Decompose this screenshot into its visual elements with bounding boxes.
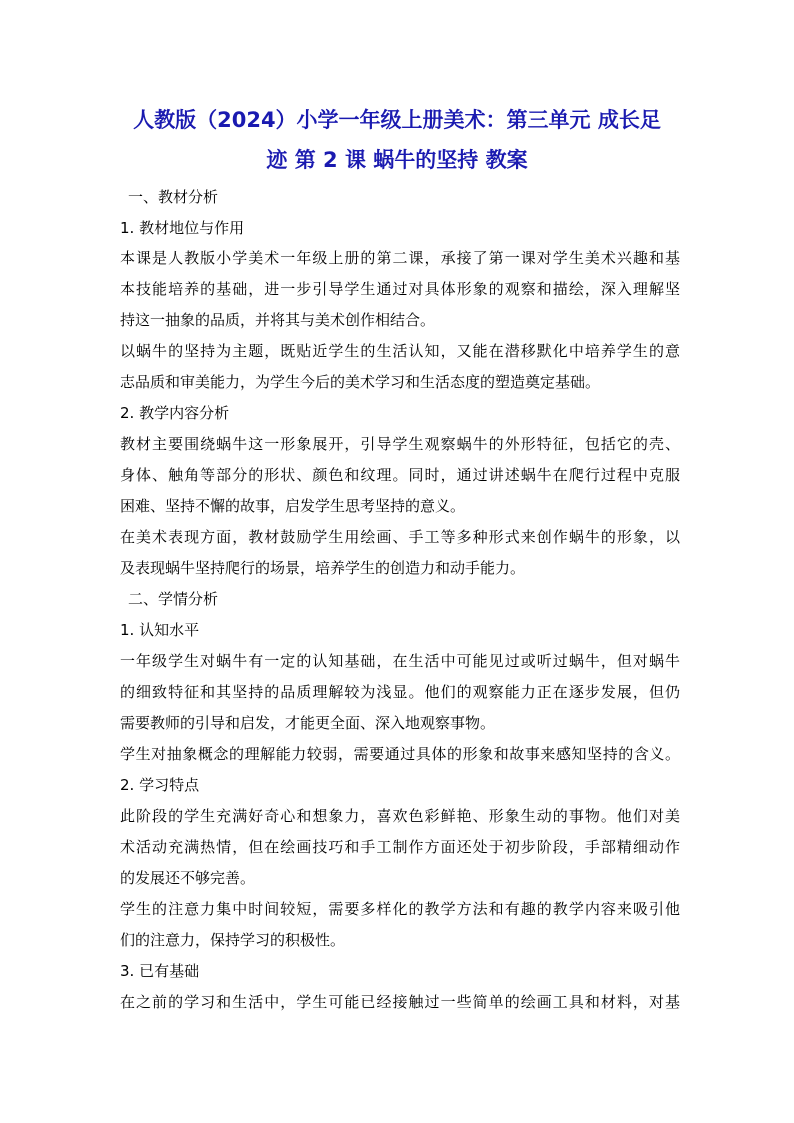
section-heading: 一、教材分析 [128,188,219,206]
paragraph-line: 学生的注意力集中时间较短，需要多样化的教学方法和有趣的教学内容来吸引他 [120,900,680,918]
subsection-heading: 2. 学习特点 [120,776,200,794]
paragraph-line: 以蜗牛的坚持为主题，既贴近学生的生活认知，又能在潜移默化中培养学生的意 [120,342,680,360]
section-heading: 二、学情分析 [128,590,219,608]
document-title-line-1: 人教版（2024）小学一年级上册美术：第三单元 成长足 [133,108,661,132]
subsection-heading: 1. 教材地位与作用 [120,219,245,237]
paragraph-line: 学生对抽象概念的理解能力较弱，需要通过具体的形象和故事来感知坚持的含义。 [120,745,680,763]
paragraph-line: 身体、触角等部分的形状、颜色和纹理。同时，通过讲述蜗牛在爬行过程中克服 [120,466,680,484]
subsection-heading: 2. 教学内容分析 [120,404,230,422]
paragraph-line: 教材主要围绕蜗牛这一形象展开，引导学生观察蜗牛的外形特征，包括它的壳、 [120,435,680,453]
paragraph-line: 在之前的学习和生活中，学生可能已经接触过一些简单的绘画工具和材料，对基 [120,993,680,1011]
subsection-heading: 3. 已有基础 [120,962,200,980]
paragraph-line: 需要教师的引导和启发，才能更全面、深入地观察事物。 [120,714,496,732]
paragraph-line: 们的注意力，保持学习的积极性。 [120,931,346,949]
subsection-heading: 1. 认知水平 [120,621,200,639]
paragraph-line: 一年级学生对蜗牛有一定的认知基础，在生活中可能见过或听过蜗牛，但对蜗牛 [120,652,680,670]
paragraph-line: 本技能培养的基础，进一步引导学生通过对具体形象的观察和描绘，深入理解坚 [120,280,680,298]
paragraph-line: 持这一抽象的品质，并将其与美术创作相结合。 [120,311,436,329]
paragraph-line: 在美术表现方面，教材鼓励学生用绘画、手工等多种形式来创作蜗牛的形象，以 [120,528,680,546]
document-title-line-2: 迹 第 2 课 蜗牛的坚持 教案 [266,148,528,172]
paragraph-line: 困难、坚持不懈的故事，启发学生思考坚持的意义。 [120,497,466,515]
paragraph-line: 此阶段的学生充满好奇心和想象力，喜欢色彩鲜艳、形象生动的事物。他们对美 [120,807,680,825]
paragraph-line: 志品质和审美能力，为学生今后的美术学习和生活态度的塑造奠定基础。 [120,373,601,391]
paragraph-line: 的细致特征和其坚持的品质理解较为浅显。他们的观察能力正在逐步发展，但仍 [120,683,680,701]
paragraph-line: 的发展还不够完善。 [120,869,256,887]
paragraph-line: 及表现蜗牛坚持爬行的场景，培养学生的创造力和动手能力。 [120,559,526,577]
paragraph-line: 术活动充满热情，但在绘画技巧和手工制作方面还处于初步阶段，手部精细动作 [120,838,680,856]
paragraph-line: 本课是人教版小学美术一年级上册的第二课，承接了第一课对学生美术兴趣和基 [120,249,680,267]
